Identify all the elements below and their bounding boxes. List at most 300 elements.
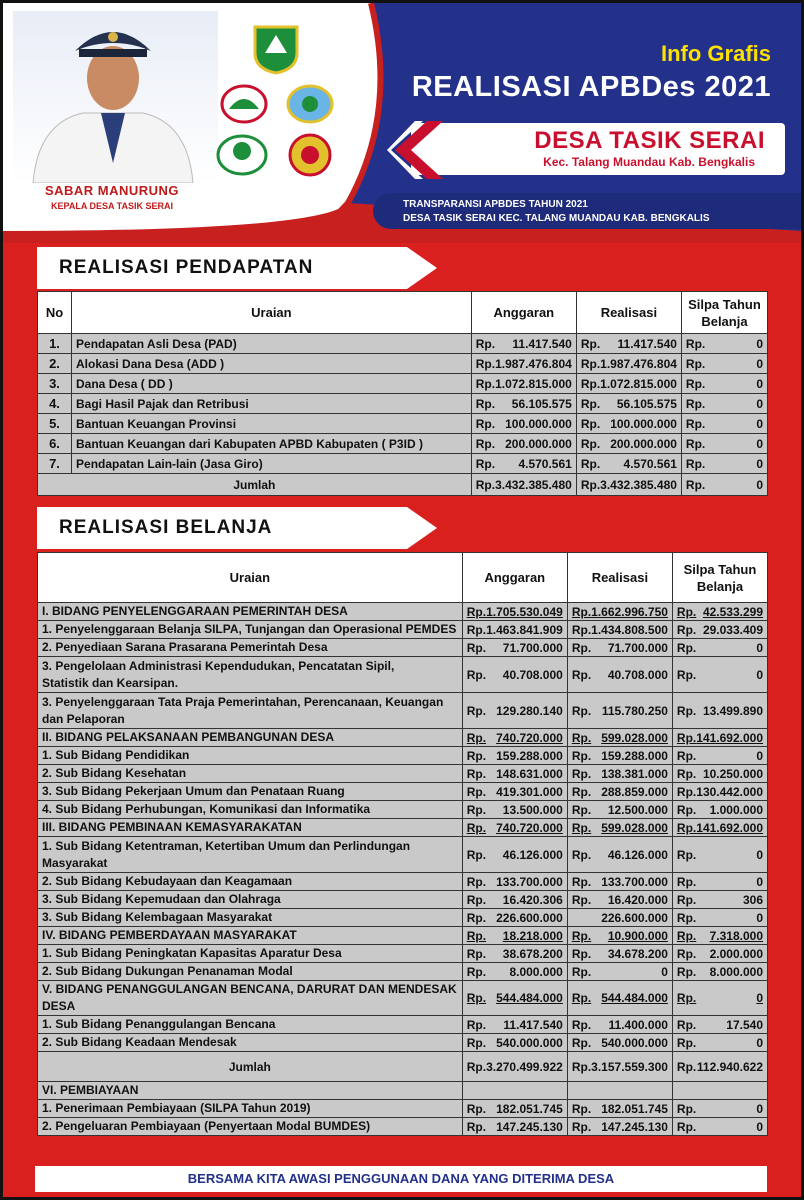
rp-prefix: Rp. bbox=[580, 456, 601, 471]
rp-prefix: Rp. bbox=[571, 703, 592, 718]
amount: 0 bbox=[756, 1101, 763, 1116]
col-silpa: Silpa Tahun Belanja bbox=[672, 553, 767, 603]
section-belanja: REALISASI BELANJA bbox=[59, 517, 273, 538]
amount: 0 bbox=[756, 748, 763, 763]
amount: 1.072.815.000 bbox=[600, 376, 677, 391]
amount: 0 bbox=[756, 874, 763, 889]
amount: 182.051.745 bbox=[496, 1101, 563, 1116]
amount: 1.987.476.804 bbox=[495, 356, 572, 371]
row-uraian bbox=[38, 927, 463, 945]
rp-prefix: Rp. bbox=[466, 910, 487, 925]
rp-prefix: Rp. bbox=[685, 477, 706, 492]
amount: 71.700.000 bbox=[607, 640, 668, 655]
table-row bbox=[38, 354, 768, 374]
amount: 159.288.000 bbox=[496, 748, 563, 763]
rp-prefix: Rp. bbox=[580, 356, 601, 371]
amount: 0 bbox=[756, 910, 763, 925]
row-no: 6. bbox=[38, 434, 72, 454]
amount: 1.434.808.500 bbox=[591, 622, 668, 637]
rp-prefix: Rp. bbox=[466, 892, 487, 907]
desa-name: DESA TASIK SERAI bbox=[534, 127, 765, 154]
table-row bbox=[38, 657, 768, 693]
rp-prefix: Rp. bbox=[475, 477, 496, 492]
rp-prefix: Rp. bbox=[676, 910, 697, 925]
row-uraian bbox=[38, 1118, 463, 1136]
row-uraian bbox=[38, 963, 463, 981]
rp-prefix: Rp. bbox=[571, 1017, 592, 1032]
col-realisasi: Realisasi bbox=[576, 292, 681, 334]
kecamatan-label: Kec. Talang Muandau Kab. Bengkalis bbox=[543, 155, 755, 169]
row-uraian bbox=[38, 693, 463, 729]
amount: 200.000.000 bbox=[610, 436, 677, 451]
rp-prefix: Rp. bbox=[676, 802, 697, 817]
amount: 419.301.000 bbox=[496, 784, 563, 799]
rp-prefix: Rp. bbox=[676, 820, 697, 835]
rp-prefix: Rp. bbox=[466, 1035, 487, 1050]
row-no: 5. bbox=[38, 414, 72, 434]
row-uraian bbox=[38, 639, 463, 657]
rp-prefix: Rp. bbox=[571, 991, 592, 1005]
table-row bbox=[38, 927, 768, 945]
table-row bbox=[38, 1016, 768, 1034]
table-row bbox=[38, 434, 768, 454]
col-anggaran: Anggaran bbox=[462, 553, 567, 603]
col-realisasi: Realisasi bbox=[567, 553, 672, 603]
org-logo-2-icon bbox=[285, 83, 335, 125]
row-uraian: Alokasi Dana Desa (ADD ) bbox=[72, 354, 472, 374]
rp-prefix: Rp. bbox=[571, 748, 592, 763]
rp-prefix: Rp. bbox=[676, 874, 697, 889]
amount: 599.028.000 bbox=[601, 820, 668, 835]
amount: 40.708.000 bbox=[607, 667, 668, 682]
total-row bbox=[38, 474, 768, 496]
rp-prefix: Rp. bbox=[676, 703, 697, 718]
rp-prefix: Rp. bbox=[571, 964, 592, 979]
amount: 18.218.000 bbox=[502, 928, 563, 943]
table-row bbox=[38, 1034, 768, 1052]
belanja-table bbox=[37, 552, 768, 1136]
uraian-line: V. BIDANG PENANGGULANGAN BENCANA, DARURAT DAN MENDESAK DESA bbox=[42, 982, 457, 1013]
rp-prefix: Rp. bbox=[676, 928, 697, 943]
rp-prefix: Rp. bbox=[475, 456, 496, 471]
table-row bbox=[38, 819, 768, 837]
col-silpa: Silpa Tahun Belanja bbox=[681, 292, 767, 334]
rp-prefix: Rp. bbox=[466, 748, 487, 763]
row-uraian bbox=[38, 729, 463, 747]
amount: 71.700.000 bbox=[502, 640, 563, 655]
rp-prefix: Rp. bbox=[676, 1119, 697, 1134]
row-uraian: Pendapatan Asli Desa (PAD) bbox=[72, 334, 472, 354]
rp-prefix: Rp. bbox=[676, 1017, 697, 1032]
amount: 7.318.000 bbox=[709, 928, 763, 943]
amount: 226.600.000 bbox=[496, 910, 563, 925]
row-uraian bbox=[38, 891, 463, 909]
amount: 3.270.499.922 bbox=[486, 1059, 563, 1074]
table-row bbox=[38, 334, 768, 354]
uraian-line-2: Masyarakat bbox=[42, 855, 108, 870]
amount: 0 bbox=[756, 356, 763, 371]
table-row bbox=[38, 837, 768, 873]
person-title: KEPALA DESA TASIK SERAI bbox=[50, 201, 173, 211]
amount: 141.692.000 bbox=[696, 730, 763, 745]
uraian-line: 1. Sub Bidang Penanggulangan Bencana bbox=[42, 1017, 276, 1031]
rp-prefix: Rp. bbox=[571, 1101, 592, 1116]
amount: 540.000.000 bbox=[496, 1035, 563, 1050]
amount: 10.250.000 bbox=[702, 766, 763, 781]
rp-prefix: Rp. bbox=[466, 802, 487, 817]
rp-prefix: Rp. bbox=[466, 964, 487, 979]
amount: 0 bbox=[756, 416, 763, 431]
amount: 1.662.996.750 bbox=[591, 604, 668, 619]
amount: 540.000.000 bbox=[601, 1035, 668, 1050]
table-row bbox=[38, 981, 768, 1016]
table-row bbox=[38, 801, 768, 819]
amount: 16.420.000 bbox=[607, 892, 668, 907]
row-uraian: Dana Desa ( DD ) bbox=[72, 374, 472, 394]
uraian-line: 3. Pengelolaan Administrasi Kependudukan, Pencatatan Sipil, bbox=[42, 658, 395, 673]
amount: 42.533.299 bbox=[702, 604, 763, 619]
amount: 11.400.000 bbox=[608, 1017, 668, 1032]
total-label: Jumlah bbox=[38, 474, 472, 496]
rp-prefix: Rp. bbox=[580, 477, 601, 492]
rp-prefix: Rp. bbox=[580, 416, 601, 431]
rp-prefix: Rp. bbox=[466, 1119, 487, 1134]
kepala-desa-photo bbox=[23, 13, 203, 183]
amount: 599.028.000 bbox=[601, 730, 668, 745]
rp-prefix: Rp. bbox=[685, 456, 706, 471]
amount: 13.500.000 bbox=[502, 802, 563, 817]
uraian-line: 3. Sub Bidang Kelembagaan Masyarakat bbox=[42, 910, 273, 924]
rp-prefix: Rp. bbox=[571, 820, 592, 835]
rp-prefix: Rp. bbox=[676, 991, 697, 1005]
rp-prefix: Rp. bbox=[676, 784, 697, 799]
amount: 138.381.000 bbox=[601, 766, 668, 781]
col-uraian: Uraian bbox=[38, 553, 463, 603]
row-no: 3. bbox=[38, 374, 72, 394]
rp-prefix: Rp. bbox=[571, 766, 592, 781]
amount: 38.678.200 bbox=[502, 946, 563, 961]
table-row bbox=[38, 963, 768, 981]
table-row bbox=[38, 891, 768, 909]
amount: 2.000.000 bbox=[709, 946, 763, 961]
transparansi-line-1: TRANSPARANSI APBDES TAHUN 2021 bbox=[403, 199, 588, 210]
rp-prefix: Rp. bbox=[676, 1059, 697, 1074]
info-grafis: Info Grafis bbox=[660, 41, 771, 66]
row-uraian bbox=[38, 801, 463, 819]
rp-prefix: Rp. bbox=[466, 640, 487, 655]
amount: 182.051.745 bbox=[601, 1101, 668, 1116]
rp-prefix: Rp. bbox=[466, 991, 487, 1005]
row-uraian bbox=[38, 657, 463, 693]
amount: 0 bbox=[756, 640, 763, 655]
uraian-line: 2. Sub Bidang Dukungan Penanaman Modal bbox=[42, 964, 293, 978]
rp-prefix: Rp. bbox=[571, 802, 592, 817]
amount: 544.484.000 bbox=[601, 991, 668, 1005]
rp-prefix: Rp. bbox=[685, 376, 706, 391]
rp-prefix: Rp. bbox=[571, 622, 592, 637]
amount: 1.463.841.909 bbox=[486, 622, 563, 637]
rp-prefix: Rp. bbox=[676, 604, 697, 619]
amount: 46.126.000 bbox=[607, 847, 668, 862]
amount: 148.631.000 bbox=[496, 766, 563, 781]
rp-prefix: Rp. bbox=[466, 1059, 487, 1074]
rp-prefix: Rp. bbox=[580, 336, 601, 351]
uraian-line: IV. BIDANG PEMBERDAYAAN MASYARAKAT bbox=[42, 928, 297, 942]
table-row bbox=[38, 909, 768, 927]
amount: 0 bbox=[756, 436, 763, 451]
amount: 115.780.250 bbox=[601, 703, 668, 718]
uraian-line-2: dan Pelaporan bbox=[42, 711, 125, 726]
table-row bbox=[38, 873, 768, 891]
amount: 226.600.000 bbox=[601, 910, 668, 925]
kabupaten-logo-icon bbox=[251, 23, 301, 75]
row-uraian bbox=[38, 873, 463, 891]
row-uraian bbox=[38, 1016, 463, 1034]
table-row bbox=[38, 1100, 768, 1118]
uraian-line: 1. Penerimaan Pembiayaan (SILPA Tahun 2019) bbox=[42, 1101, 311, 1115]
section-pendapatan: REALISASI PENDAPATAN bbox=[59, 257, 314, 278]
rp-prefix: Rp. bbox=[676, 640, 697, 655]
row-uraian: Bantuan Keuangan Provinsi bbox=[72, 414, 472, 434]
rp-prefix: Rp. bbox=[676, 667, 697, 682]
amount: 3.432.385.480 bbox=[495, 477, 572, 492]
rp-prefix: Rp. bbox=[685, 416, 706, 431]
amount: 740.720.000 bbox=[496, 820, 563, 835]
uraian-line: I. BIDANG PENYELENGGARAAN PEMERINTAH DESA bbox=[42, 604, 348, 618]
transparansi-line-2: DESA TASIK SERAI KEC. TALANG MUANDAU KAB. BENGKALIS bbox=[403, 213, 710, 224]
row-uraian bbox=[38, 1100, 463, 1118]
uraian-line: II. BIDANG PELAKSANAAN PEMBANGUNAN DESA bbox=[42, 730, 335, 744]
row-no: 7. bbox=[38, 454, 72, 474]
table-row bbox=[38, 621, 768, 639]
table-row bbox=[38, 1118, 768, 1136]
amount: 0 bbox=[756, 847, 763, 862]
amount: 0 bbox=[756, 667, 763, 682]
rp-prefix: Rp. bbox=[466, 928, 487, 943]
uraian-line-2: Statistik dan Kearsipan. bbox=[42, 675, 179, 690]
rp-prefix: Rp. bbox=[466, 946, 487, 961]
rp-prefix: Rp. bbox=[685, 396, 706, 411]
amount: 3.157.559.300 bbox=[591, 1059, 668, 1074]
uraian-line: 2. Penyediaan Sarana Prasarana Pemerintah Desa bbox=[42, 640, 328, 654]
col-no: No bbox=[38, 292, 72, 334]
amount: 17.540 bbox=[726, 1017, 763, 1032]
uraian-line: 1. Sub Bidang Pendidikan bbox=[42, 748, 190, 762]
amount: 1.987.476.804 bbox=[600, 356, 677, 371]
pkk-logo-icon bbox=[285, 133, 335, 177]
row-no: 4. bbox=[38, 394, 72, 414]
table-row bbox=[38, 765, 768, 783]
rp-prefix: Rp. bbox=[571, 1059, 592, 1074]
rp-prefix: Rp. bbox=[475, 336, 496, 351]
amount: 4.570.561 bbox=[518, 456, 572, 471]
rp-prefix: Rp. bbox=[580, 396, 601, 411]
org-logo-icon bbox=[219, 83, 269, 125]
amount: 100.000.000 bbox=[610, 416, 677, 431]
amount: 133.700.000 bbox=[601, 874, 668, 889]
amount: 147.245.130 bbox=[496, 1119, 563, 1134]
row-uraian bbox=[38, 837, 463, 873]
amount: 3.432.385.480 bbox=[600, 477, 677, 492]
rp-prefix: Rp. bbox=[685, 436, 706, 451]
rp-prefix: Rp. bbox=[475, 376, 496, 391]
uraian-line: VI. PEMBIAYAAN bbox=[42, 1083, 139, 1097]
rp-prefix: Rp. bbox=[676, 964, 697, 979]
rp-prefix: Rp. bbox=[466, 1101, 487, 1116]
row-uraian bbox=[38, 1034, 463, 1052]
amount: 100.000.000 bbox=[505, 416, 572, 431]
amount: 200.000.000 bbox=[505, 436, 572, 451]
row-uraian bbox=[38, 1082, 463, 1100]
amount: 159.288.000 bbox=[601, 748, 668, 763]
row-uraian bbox=[38, 765, 463, 783]
amount: 8.000.000 bbox=[709, 964, 763, 979]
rp-prefix: Rp. bbox=[571, 1035, 592, 1050]
amount: 11.417.540 bbox=[512, 336, 572, 351]
amount: 1.705.530.049 bbox=[486, 604, 563, 619]
amount: 16.420.306 bbox=[502, 892, 563, 907]
amount: 11.417.540 bbox=[617, 336, 677, 351]
row-uraian: Bagi Hasil Pajak dan Retribusi bbox=[72, 394, 472, 414]
table-row bbox=[38, 639, 768, 657]
footer-slogan: BERSAMA KITA AWASI PENGGUNAAN DANA YANG DITERIMA DESA bbox=[35, 1166, 767, 1192]
amount: 56.105.575 bbox=[511, 396, 572, 411]
amount: 1.072.815.000 bbox=[495, 376, 572, 391]
rp-prefix: Rp. bbox=[676, 730, 697, 745]
rp-prefix: Rp. bbox=[685, 356, 706, 371]
uraian-line: 2. Sub Bidang Kebudayaan dan Keagamaan bbox=[42, 874, 293, 888]
rp-prefix: Rp. bbox=[685, 336, 706, 351]
table-row bbox=[38, 729, 768, 747]
uraian-line: 3. Sub Bidang Pekerjaan Umum dan Penataan Ruang bbox=[42, 784, 345, 798]
amount: 46.126.000 bbox=[502, 847, 563, 862]
rp-prefix: Rp. bbox=[571, 1119, 592, 1134]
row-uraian bbox=[38, 981, 463, 1016]
uraian-line: 1. Sub Bidang Ketentraman, Ketertiban Umum dan Perlindungan bbox=[42, 838, 411, 853]
rp-prefix: Rp. bbox=[466, 1017, 487, 1032]
amount: 0 bbox=[756, 991, 763, 1005]
amount: 0 bbox=[756, 456, 763, 471]
uraian-line: 3. Penyelenggaraan Tata Praja Pemerintahan, Perencanaan, Keuangan bbox=[42, 694, 444, 709]
chevron-arrow-icon bbox=[387, 121, 443, 179]
rp-prefix: Rp. bbox=[571, 874, 592, 889]
row-uraian: Bantuan Keuangan dari Kabupaten APBD Kabupaten ( P3ID ) bbox=[72, 434, 472, 454]
row-uraian bbox=[38, 819, 463, 837]
row-uraian bbox=[38, 909, 463, 927]
rp-prefix: Rp. bbox=[466, 820, 487, 835]
amount: 740.720.000 bbox=[496, 730, 563, 745]
rp-prefix: Rp. bbox=[466, 784, 487, 799]
rp-prefix: Rp. bbox=[676, 847, 697, 862]
amount: 0 bbox=[756, 1035, 763, 1050]
table-row bbox=[38, 374, 768, 394]
row-uraian bbox=[38, 747, 463, 765]
amount: 29.033.409 bbox=[702, 622, 763, 637]
table-row bbox=[38, 1082, 768, 1100]
table-row bbox=[38, 945, 768, 963]
uraian-line: 1. Penyelenggaraan Belanja SILPA, Tunjangan dan Operasional PEMDES bbox=[42, 622, 457, 636]
amount: 4.570.561 bbox=[623, 456, 677, 471]
amount: 56.105.575 bbox=[616, 396, 677, 411]
row-uraian bbox=[38, 621, 463, 639]
table-row bbox=[38, 394, 768, 414]
rp-prefix: Rp. bbox=[676, 1101, 697, 1116]
uraian-line: 1. Sub Bidang Peningkatan Kapasitas Aparatur Desa bbox=[42, 946, 342, 960]
rp-prefix: Rp. bbox=[466, 730, 487, 745]
person-name: SABAR MANURUNG bbox=[44, 183, 180, 198]
rp-prefix: Rp. bbox=[676, 622, 697, 637]
amount: 0 bbox=[661, 964, 668, 979]
rp-prefix: Rp. bbox=[466, 703, 487, 718]
amount: 147.245.130 bbox=[601, 1119, 668, 1134]
rp-prefix: Rp. bbox=[466, 622, 487, 637]
rp-prefix: Rp. bbox=[475, 436, 496, 451]
rp-prefix: Rp. bbox=[466, 766, 487, 781]
uraian-line: 4. Sub Bidang Perhubungan, Komunikasi dan Informatika bbox=[42, 802, 371, 816]
amount: 40.708.000 bbox=[502, 667, 563, 682]
rp-prefix: Rp. bbox=[571, 946, 592, 961]
amount: 130.442.000 bbox=[696, 784, 763, 799]
uraian-line: III. BIDANG PEMBINAAN KEMASYARAKATAN bbox=[42, 820, 302, 834]
rp-prefix: Rp. bbox=[571, 667, 592, 682]
rp-prefix: Rp. bbox=[580, 436, 601, 451]
amount: 141.692.000 bbox=[696, 820, 763, 835]
rp-prefix: Rp. bbox=[676, 946, 697, 961]
table-row bbox=[38, 693, 768, 729]
row-uraian: Pendapatan Lain-lain (Jasa Giro) bbox=[72, 454, 472, 474]
amount: 11.417.540 bbox=[503, 1017, 563, 1032]
amount: 133.700.000 bbox=[496, 874, 563, 889]
table-row bbox=[38, 454, 768, 474]
row-uraian bbox=[38, 603, 463, 621]
uraian-line: 2. Pengeluaran Pembiayaan (Penyertaan Modal BUMDES) bbox=[42, 1119, 371, 1133]
rp-prefix: Rp. bbox=[466, 874, 487, 889]
amount: 34.678.200 bbox=[607, 946, 668, 961]
rp-prefix: Rp. bbox=[571, 640, 592, 655]
rp-prefix: Rp. bbox=[571, 892, 592, 907]
amount: 288.859.000 bbox=[601, 784, 668, 799]
table-row bbox=[38, 747, 768, 765]
pendapatan-table bbox=[37, 291, 768, 496]
amount: 0 bbox=[756, 1119, 763, 1134]
amount: 0 bbox=[756, 376, 763, 391]
rp-prefix: Rp. bbox=[676, 1035, 697, 1050]
col-uraian: Uraian bbox=[72, 292, 472, 334]
amount: 13.499.890 bbox=[702, 703, 763, 718]
row-uraian bbox=[38, 945, 463, 963]
page-title: REALISASI APBDes 2021 bbox=[411, 71, 771, 103]
rp-prefix: Rp. bbox=[571, 604, 592, 619]
rp-prefix: Rp. bbox=[475, 356, 496, 371]
total-label: Jumlah bbox=[38, 1052, 463, 1082]
table-row bbox=[38, 603, 768, 621]
rp-prefix: Rp. bbox=[571, 928, 592, 943]
rp-prefix: Rp. bbox=[466, 847, 487, 862]
rp-prefix: Rp. bbox=[475, 416, 496, 431]
amount: 0 bbox=[756, 477, 763, 492]
total-row bbox=[38, 1052, 768, 1082]
amount: 129.280.140 bbox=[496, 703, 563, 718]
uraian-line: 2. Sub Bidang Keadaan Mendesak bbox=[42, 1035, 237, 1049]
lpmd-logo-icon bbox=[215, 133, 269, 177]
table-row bbox=[38, 414, 768, 434]
rp-prefix: Rp. bbox=[571, 847, 592, 862]
amount: 306 bbox=[742, 892, 763, 907]
amount: 10.900.000 bbox=[607, 928, 668, 943]
row-no: 2. bbox=[38, 354, 72, 374]
rp-prefix: Rp. bbox=[676, 766, 697, 781]
amount: 8.000.000 bbox=[509, 964, 563, 979]
